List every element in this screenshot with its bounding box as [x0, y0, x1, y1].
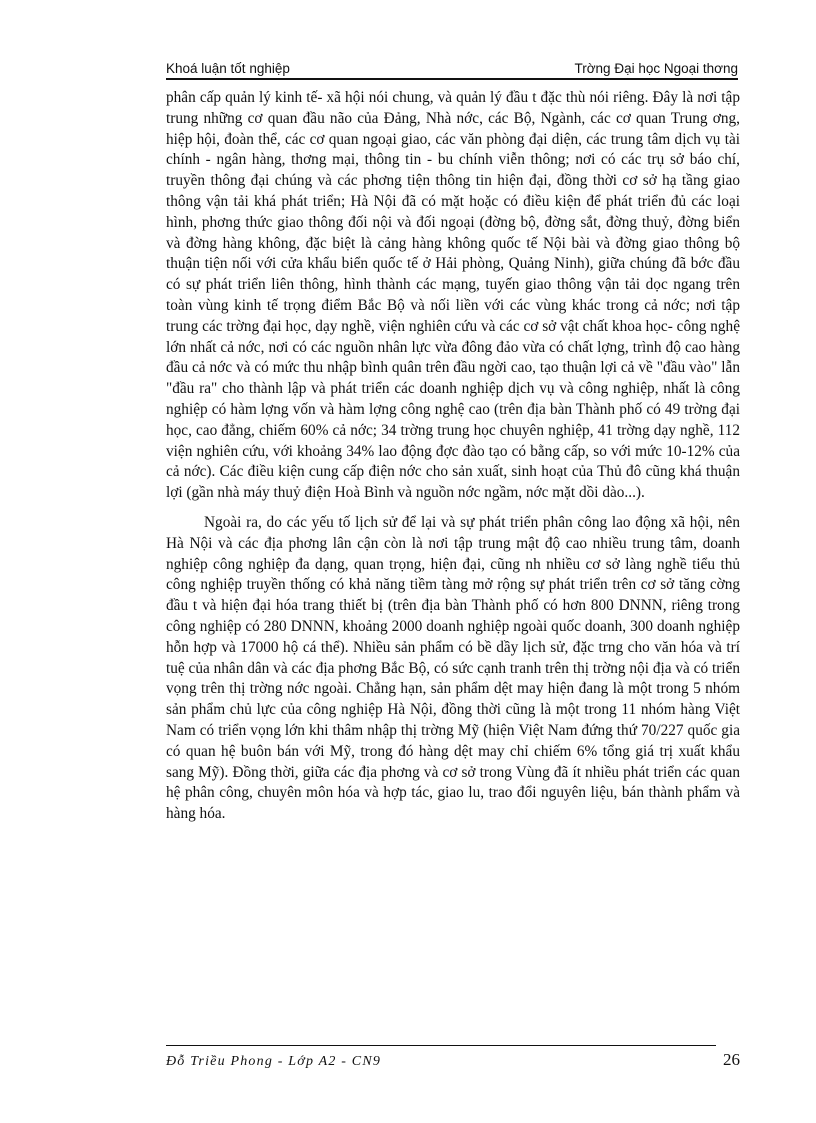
footer-author: Đỗ Triều Phong - Lớp A2 - CN9 — [166, 1054, 382, 1069]
footer-divider — [166, 1045, 716, 1046]
header-university-label: Trờng Đại học Ngoại thơng — [574, 61, 738, 76]
header-divider — [166, 78, 738, 80]
header-thesis-label: Khoá luận tốt nghiệp — [166, 61, 290, 76]
page-number: 26 — [723, 1050, 740, 1069]
paragraph-continued: phân cấp quản lý kinh tế- xã hội nói chung, và quản lý đầu t đặc thù nói riêng. Đây là nơi tập trung những cơ quan đầu não của Đảng, Nhà nớc, các Bộ, Ngành, các cơ quan Trung ơng, hiệp hội, đoàn thể, các cơ quan ngoại giao, các văn phòng đại diện, các trung tâm dịch vụ tài chính - ngân hàng, thơng mại, thông tin - bu chính viễn thông; nơi có các trụ sở báo chí, truyền thông đại chúng và các phơng tiện thông tin hiện đại, đồng thời cơ sở hạ tầng giao thông vận tải khá phát triển; Hà Nội đã có mặt hoặc có điều kiện để phát triển đủ các loại hình, phơng thức giao thông đối nội và đối ngoại (đờng bộ, đờng sắt, đờng thuỷ, đờng biển và đờng hàng không, đặc biệt là cảng hàng không quốc tế Nội bài và đờng giao thông bộ thuận tiện nối với cửa khẩu biển quốc tế ở Hải phòng, Quảng Ninh), giữa chúng đã bớc đầu có sự phát triển liên thông, hình thành các mạng, tuyến giao thông vận tải dọc ngang trên toàn vùng kinh tế trọng điểm Bắc Bộ và nối liền với các vùng khác trong cả nớc; nơi tập trung các trờng đại học, dạy nghề, viện nghiên cứu và các cơ sở vật chất khoa học- công nghệ lớn nhất cả nớc, nơi có các nguồn nhân lực vừa đông đảo vừa có chất lợng, trình độ cao hàng đầu cả nớc và có mức thu nhập bình quân trên đầu ngời cao, tạo thuận lợi cả về "đầu vào" lẫn "đầu ra" cho thành lập và phát triển các doanh nghiệp dịch vụ và công nghiệp, nhất là công nghiệp có hàm lợng vốn và hàm lợng công nghệ cao (trên địa bàn Thành phố có 49 trờng đại học, cao đẳng, chiếm 60% cả nớc; 34 trờng trung học chuyên nghiệp, 41 trờng dạy nghề, 112 viện nghiên cứu, với khoảng 34% lao động đợc đào tạo có bằng cấp, so với mức 10-12% của cả nớc). Các điều kiện cung cấp điện nớc cho sản xuất, sinh hoạt của Thủ đô cũng khá thuận lợi (gần nhà máy thuỷ điện Hoà Bình và nguồn nớc ngầm, nớc mặt dồi dào...). — [166, 89, 740, 502]
page-footer — [166, 1050, 740, 1072]
body-text — [166, 88, 740, 825]
paragraph: Ngoài ra, do các yếu tố lịch sử để lại và sự phát triển phân công lao động xã hội, nên Hà Nội và các địa phơng lân cận còn là nơi tập trung mật độ cao nhiều trung tâm, doanh nghiệp công nghiệp đa dạng, quan trọng, hiện đại, cũng nh nhiều cơ sở làng nghề tiểu thủ công nghiệp truyền thống có khả năng tiềm tàng mở rộng sự phát triển trên cơ sở tăng cờng đầu t và hiện đại hóa trang thiết bị (trên địa bàn Thành phố có hơn 800 DNNN, riêng trong công nghiệp có 280 DNNN, khoảng 2000 doanh nghiệp ngoài quốc doanh, 300 doanh nghiệp hỗn hợp và 17000 hộ cá thể). Nhiều sản phẩm có bề dầy lịch sử, đặc trng cho văn hóa và trí tuệ của nhân dân và các địa phơng Bắc Bộ, có sức cạnh tranh trên thị trờng nội địa và có triển vọng trên thị trờng nớc ngoài. Chẳng hạn, sản phẩm dệt may hiện đang là một trong 5 nhóm sản phẩm chủ lực của công nghiệp Hà Nội, đồng thời cũng là một trong 11 nhóm hàng Việt Nam có triển vọng lớn khi thâm nhập thị trờng Mỹ (hiện Việt Nam đứng thứ 70/227 quốc gia có quan hệ buôn bán với Mỹ, trong đó hàng dệt may chỉ chiếm 6% tổng giá trị xuất khẩu sang Mỹ). Đồng thời, giữa các địa phơng và cơ sở trong Vùng đã ít nhiều phát triển các quan hệ phân công, chuyên môn hóa và hợp tác, giao lu, trao đổi nguyên liệu, bán thành phẩm và hàng hóa. — [166, 513, 740, 823]
page-header — [166, 60, 738, 78]
